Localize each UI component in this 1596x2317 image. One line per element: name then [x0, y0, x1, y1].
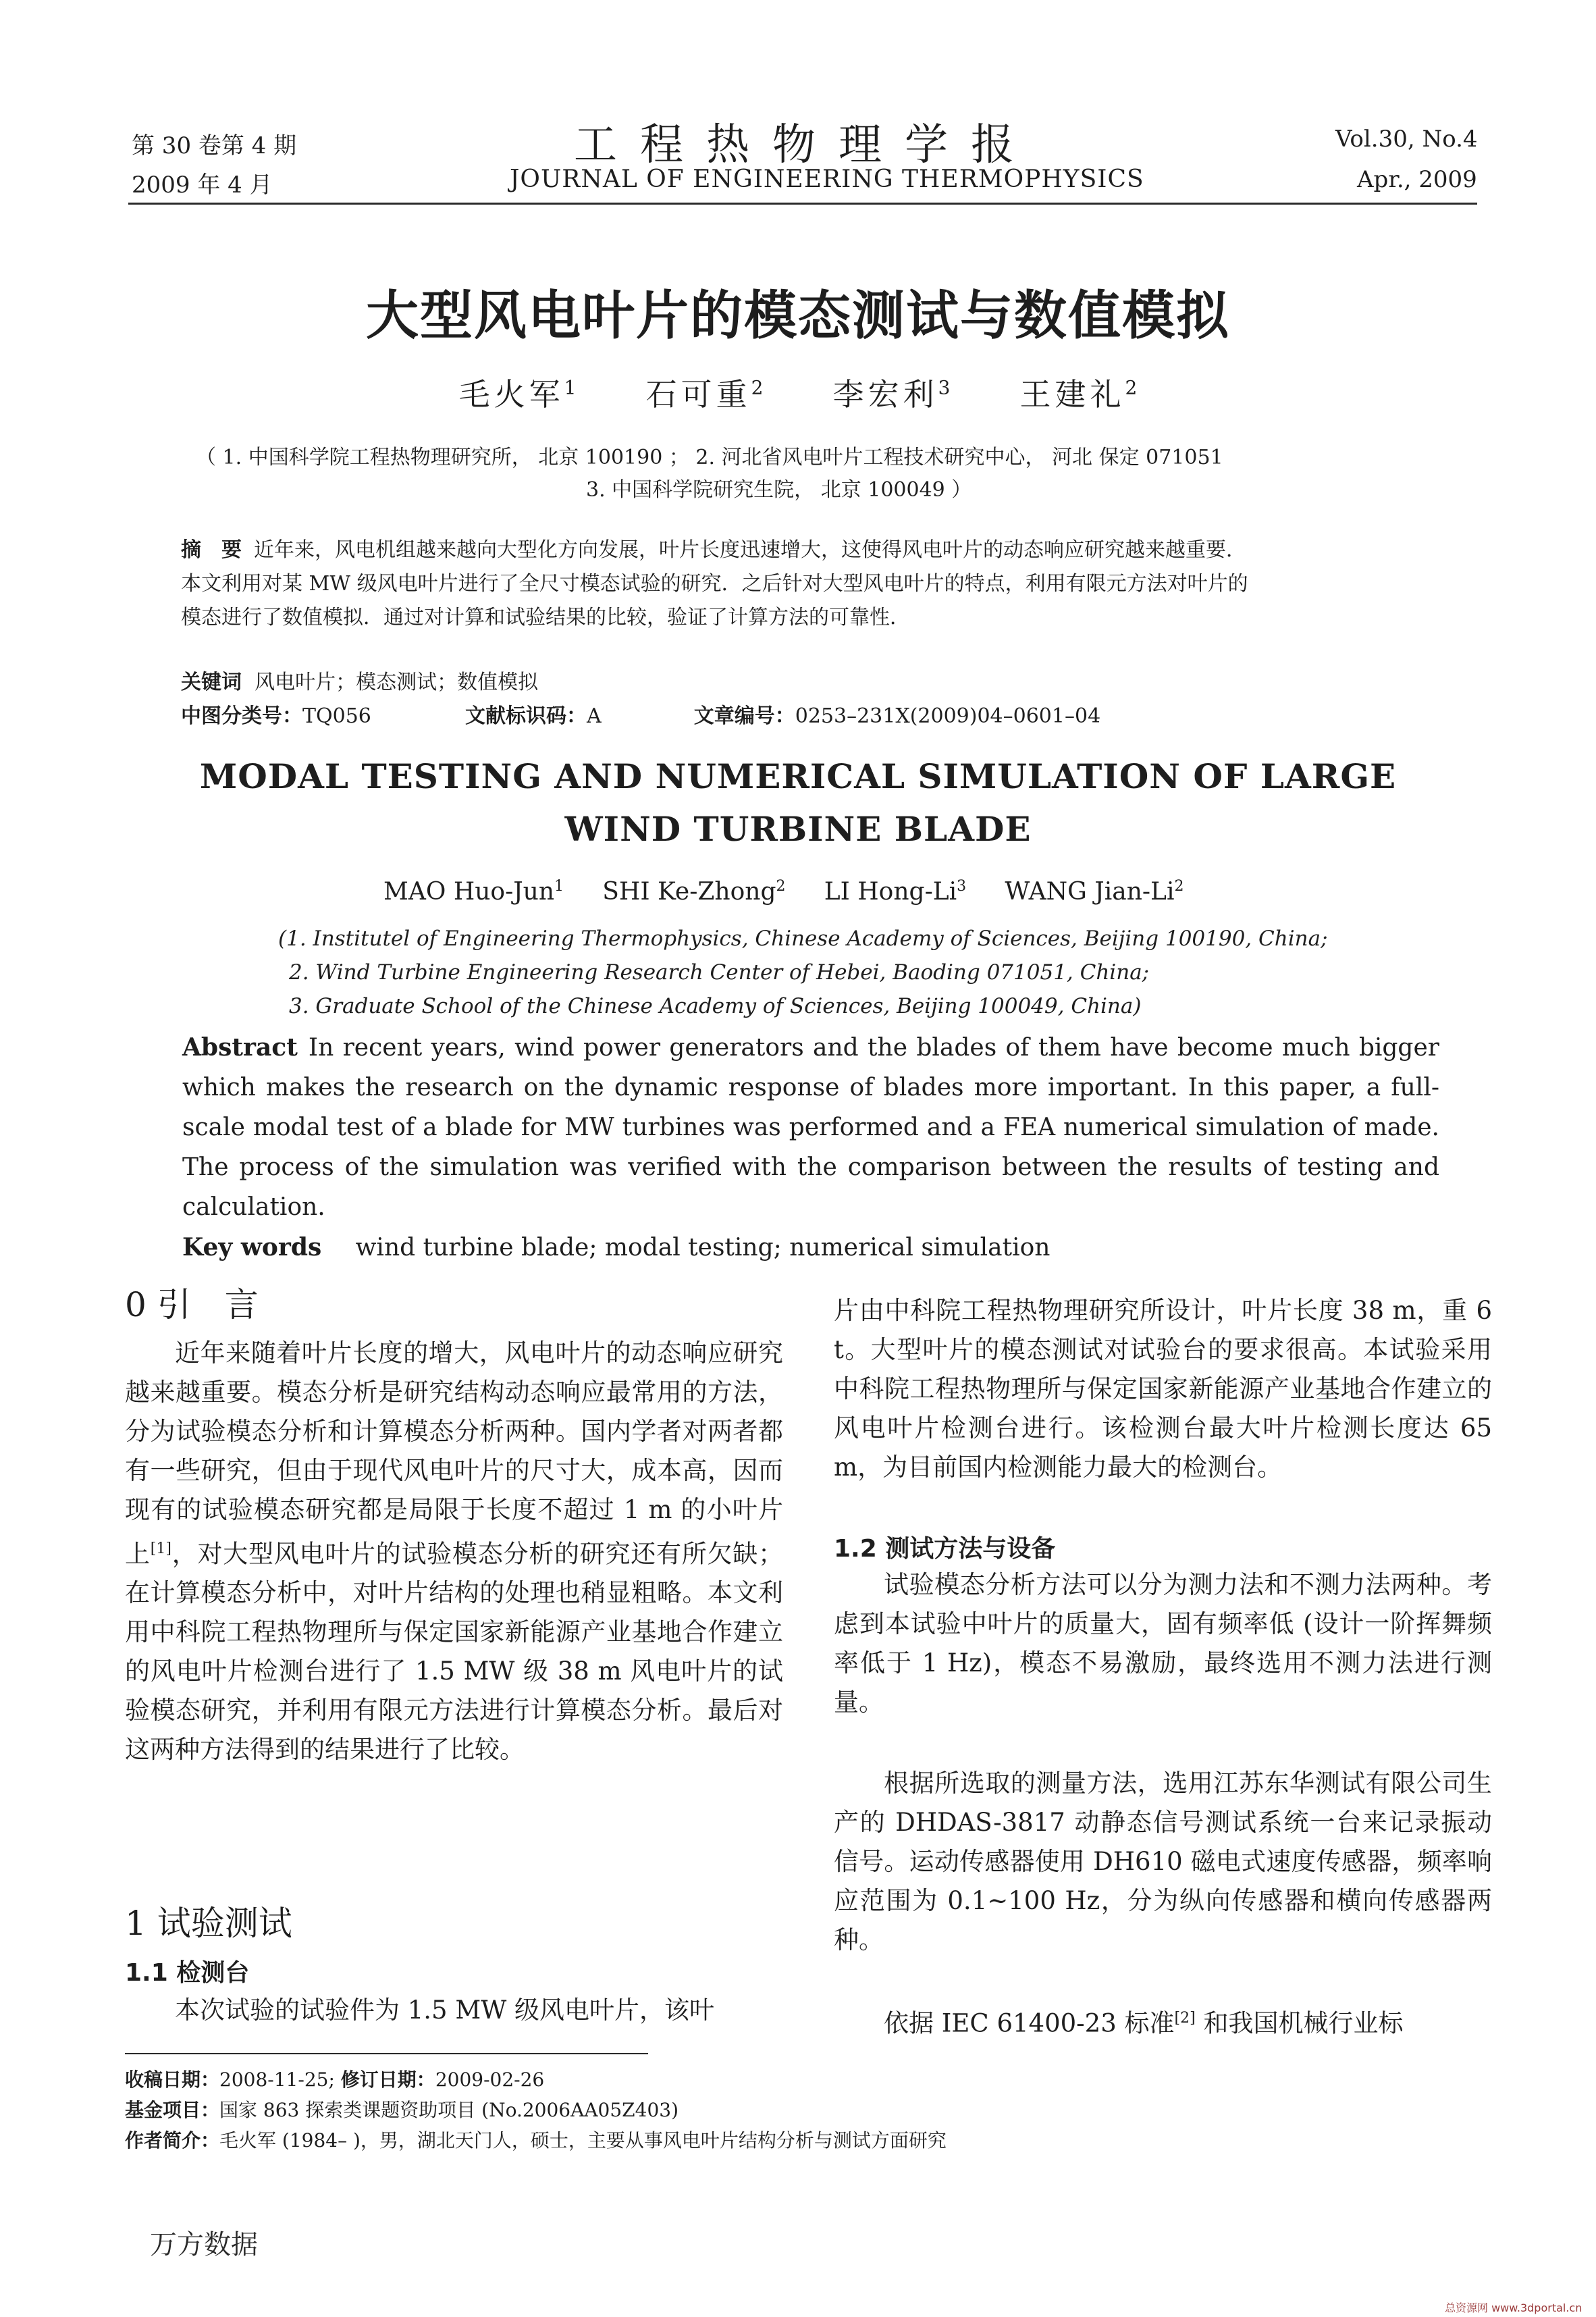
subsection-1-2-heading: 1.2 测试方法与设备 [834, 1535, 1056, 1563]
subsection-1-1-heading: 1.1 检测台 [125, 1959, 250, 1987]
author-en-4: WANG Jian-Li$^2$ [1005, 878, 1184, 906]
paper-title-en-line2: WIND TURBINE BLADE [564, 809, 1032, 849]
paragraph-1-2-a: 试验模态分析方法可以分为测力法和不测力法两种。考虑到本试验中叶片的质量大，固有频率低 (设计一阶挥舞频率低于 1 Hz)，模态不易激励，最终选用不测力法进行测量。 [834, 1570, 1492, 1717]
abstract-cn-line2: 本文利用对某 MW 级风电叶片进行了全尺寸模态试验的研究．之后针对大型风电叶片的特点，利用有限元方法对叶片的 [181, 572, 1248, 596]
author-cn-4: 王建礼$^2$ [1019, 376, 1138, 413]
keywords-cn: 关键词 风电叶片；模态测试；数值模拟 [181, 671, 539, 694]
ref-1: [1] [150, 1540, 171, 1557]
paragraph-1-2-c: 依据 IEC 61400-23 标准[2] 和我国机械行业标 [884, 2008, 1404, 2038]
author-en-1: MAO Huo-Jun$^1$ [383, 878, 564, 906]
paragraph-1-1-cont: 片由中科院工程热物理研究所设计，叶片长度 38 m，重 6 t。大型叶片的模态测试对试验台的要求很高。本试验采用中科院工程热物理所与保定国家新能源产业基地合作建立的风电叶片检测台进行。该检测台最大叶片检测长度达 65 m，为目前国内检测能力最大的检测台。 [834, 1296, 1492, 1482]
footnote-author-bio: 作者简介：毛火军 (1984– )，男，湖北天门人，硕士，主要从事风电叶片结构分析与测试方面研究 [125, 2129, 947, 2152]
author-en-2: SHI Ke-Zhong$^2$ [602, 878, 786, 906]
author-en-3: LI Hong-Li$^3$ [824, 878, 967, 906]
author-cn-2: 石可重$^2$ [645, 376, 764, 413]
author-cn-1: 毛火军$^1$ [458, 376, 577, 413]
affiliation-cn-line2: 3. 中国科学院研究生院， 北京 100049 ） [586, 478, 972, 502]
paragraph-1-2-b: 根据所选取的测量方法，选用江苏东华测试有限公司生产的 DHDAS-3817 动静态信号测试系统一台来记录振动信号。运动传感器使用 DH610 磁电式速度传感器，频率响应范围为 0.1~100 Hz，分为纵向传感器和横向传感器两种。 [834, 1769, 1492, 1954]
affiliation-en-2: 2. Wind Turbine Engineering Research Center of Hebei, Baoding 071051, China; [289, 960, 1150, 985]
authors-en [383, 878, 1183, 906]
section-0-heading: 0 引 言 [125, 1285, 259, 1324]
abstract-cn-line1: 摘 要 近年来，风电机组越来越向大型化方向发展，叶片长度迅速增大，这使得风电叶片的动态响应研究越来越重要． [181, 538, 1246, 562]
footnote-fund: 基金项目：国家 863 探索类课题资助项目 (No.2006AA05Z403) [125, 2099, 679, 2121]
date-en: Apr., 2009 [1357, 166, 1477, 193]
affiliation-en-3: 3. Graduate School of the Chinese Academy of Sciences, Beijing 100049, China) [289, 994, 1142, 1018]
paper-title-en-line1: MODAL TESTING AND NUMERICAL SIMULATION OF LARGE [199, 756, 1397, 796]
volume-cn: 第 30 卷第 4 期 [132, 132, 297, 159]
watermark-wanfang: 万方数据 [150, 2229, 258, 2260]
abstract-en: Abstract In recent years, wind power generators and the blades of them have become much bigger which makes the research on the dynamic response of blades more important. In this paper, a full-scale modal test of a blade for MW turbines was performed and a FEA numerical simulation of made. The process of the simulation was verified with the comparison between the results of testing and calculation. [182, 1033, 1439, 1221]
affiliation-en-1: (1. Institutel of Engineering Thermophysics, Chinese Academy of Sciences, Beijing 100190, China; [278, 927, 1328, 951]
author-cn-3: 李宏利$^3$ [832, 376, 951, 413]
footnote-rule [125, 2053, 648, 2054]
header-rule [128, 203, 1477, 205]
abstract-en-label: Abstract [182, 1033, 298, 1062]
classification-line: 中图分类号：TQ056 文献标识码：A 文章编号：0253–231X(2009)04–0601–04 [181, 704, 1101, 728]
journal-title-en: JOURNAL OF ENGINEERING THERMOPHYSICS [510, 165, 1144, 193]
intro-paragraph: 近年来随着叶片长度的增大，风电叶片的动态响应研究越来越重要。模态分析是研究结构动态响应最常用的方法，分为试验模态分析和计算模态分析两种。国内学者对两者都有一些研究，但由于现代风电叶片的尺寸大，成本高，因而现有的试验模态研究都是局限于长度不超过 1 m 的小叶片上[1]，对大型风电叶片的试验模态分析的研究还有所欠缺；在计算模态分析中，对叶片结构的处理也稍显粗略。本文利用中科院工程热物理所与保定国家新能源产业基地合作建立的风电叶片检测台进行了 1.5 MW 级 38 m 风电叶片的试验模态研究，并利用有限元方法进行计算模态分析。最后对这两种方法得到的结果进行了比较。 [125, 1338, 784, 1765]
keywords-en: Key words wind turbine blade; modal testing; numerical simulation [182, 1233, 1050, 1261]
footnote-dates: 收稿日期：2008-11-25; 修订日期：2009-02-26 [125, 2068, 545, 2091]
volume-en: Vol.30, No.4 [1335, 126, 1478, 153]
authors-cn [0, 370, 1596, 415]
paper-title-cn: 大型风电叶片的模态测试与数值模拟 [365, 286, 1230, 346]
abstract-cn-line3: 模态进行了数值模拟．通过对计算和试验结果的比较，验证了计算方法的可靠性． [181, 606, 910, 629]
section-1-heading: 1 试验测试 [125, 1904, 292, 1943]
ref-2: [2] [1174, 2010, 1196, 2027]
abstract-cn-label: 摘 要 [181, 538, 242, 562]
journal-title-cn: 工程热物理学报 [574, 120, 1037, 170]
affiliation-cn-line1: （ 1. 中国科学院工程热物理研究所， 北京 100190 ； 2. 河北省风电叶片工程技术研究中心， 河北 保定 071051 [196, 446, 1223, 469]
site-watermark: 总资源网 www.3dportal.cn [1445, 2301, 1582, 2314]
date-cn: 2009 年 4 月 [132, 172, 273, 199]
paragraph-1-1: 本次试验的试验件为 1.5 MW 级风电叶片，该叶 [175, 1996, 715, 2025]
